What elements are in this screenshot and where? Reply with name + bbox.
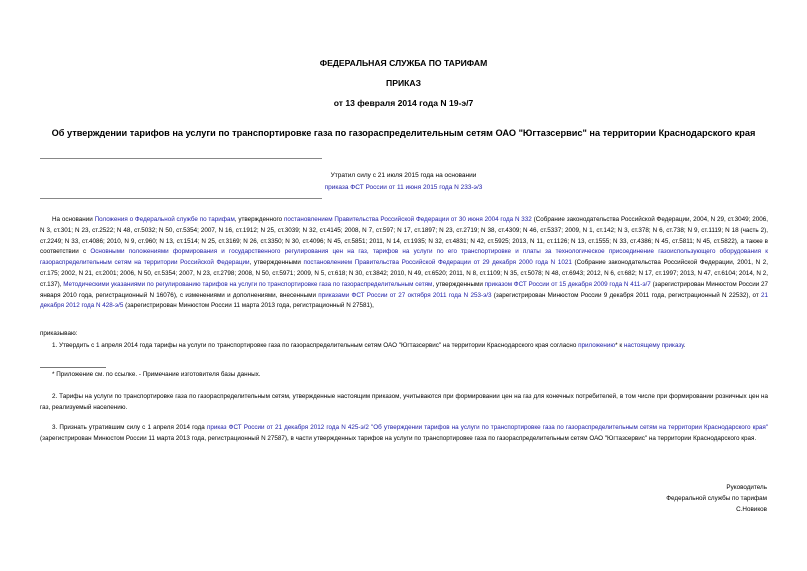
preamble-text-4: , утвержденными	[249, 259, 304, 267]
order-item-2: 2. Тарифы на услуги по транспортировке газа по газораспределительным сетям, утвержденные настоящим приказом, учитываются при формировании цен на газ для конечных потребителей, в том числе при формировании розничных цен на газ, реализуемый населению.	[40, 393, 768, 411]
divider-bottom	[40, 198, 322, 199]
preamble-text-1: На основании	[52, 216, 95, 223]
signature-role: Руководитель	[726, 484, 767, 491]
link-order-428[interactable]: 21 декабря 2012 года N 428-э/5	[40, 291, 768, 310]
agency-heading: ФЕДЕРАЛЬНАЯ СЛУЖБА ПО ТАРИФАМ	[319, 58, 488, 68]
signature-name: С.Новиков	[736, 506, 767, 513]
link-order-411[interactable]: приказом ФСТ России от 15 декабря 2009 года N 411-э/7	[484, 280, 651, 288]
item1-text-3: .	[683, 342, 686, 349]
link-government-decree-1021[interactable]: постановлением Правительства Российской Федерации от 29 декабря 2000 года N 1021	[303, 259, 572, 267]
order-item-3	[40, 423, 768, 445]
preamble-paragraph	[40, 215, 768, 312]
link-methodical-guidelines[interactable]: Методическими указаниями по регулированию тарифов на услуги по транспортировке газа по газораспределительным сетям	[63, 280, 433, 288]
preamble-text-6: , утвержденными	[432, 280, 485, 288]
preamble-text-5: (Собрание законодательства Российской Федерации, 2001, N 2, ст.175; 2002, N 21, ст.2001; 2006, N 50, ст.5354; 2007, N 23, ст.2798; 2008, N 50, ст.5971; 2009, N 5, ст.618; N 30, ст.3842; 2010, N 49, ст.6520; 2011, N 8, ст.1109; N 35, ст.5078; N 48, ст.6943; 2012, N 6, ст.682; N 17, ст.1997; 2013, N 47, ст.6104; 2014, N 2, ст.137),	[40, 259, 768, 288]
item3-text-2: (зарегистрирован Минюстом России 11 марта 2013 года, регистрационный N 27587), в части утвержденных тарифов на услуги по транспортировке газа по газораспределительным сетям ОАО "Югтазсервис" на территории Краснодарского края.	[40, 434, 757, 442]
repeal-notice	[0, 170, 807, 194]
document-title: Об утверждении тарифов на услуги по транспортировке газа по газораспределительным сетям ОАО "Югтазсервис" на территории Краснодарского края	[51, 128, 756, 138]
link-government-decree-332[interactable]: постановлением Правительства Российской Федерации от 30 июня 2004 года N 332	[283, 216, 532, 223]
repeal-text: Утратил силу с 21 июля 2015 года на основании	[330, 172, 477, 179]
link-this-order[interactable]: настоящему приказу	[623, 342, 684, 349]
preamble-text-2: , утвержденного	[234, 216, 284, 223]
item3-text-1: 3. Признать утратившим силу с 1 апреля 2014 года	[52, 424, 207, 431]
preamble-text-3: (Собрание законодательства Российской Федерации, 2004, N 29, ст.3049; 2006, N 3, ст.301; N 23, ст.2522; N 48, ст.5032; N 50, ст.5354; 2007, N 16, ст.1912; N 25, ст.3039; N 32, ст.4145; 2008, N 7, ст.597; N 17, ст.1897; N 23, ст.2719; N 38, ст.4309; N 46, ст.5337; 2009, N 1, ст.142; N 3, ст.378; N 6, ст.738; N 9, ст.1119; N 18 (часть 2), ст.2249; N 33, ст.4086; 2010, N 9, ст.960; N 13, ст.1514; N 25, ст.3169; N 26, ст.3350; N 30, ст.4096; N 45, ст.5851; 2011, N 14, ст.1935; N 32, ст.4831; N 42, ст.5925; 2013, N 11, ст.1126; N 13, ст.1555; N 33, ст.4386; N 45, ст.5811; N 45, ст.5822), а также в соответствии с	[40, 216, 768, 256]
link-order-425[interactable]: приказ ФСТ России от 21 декабря 2012 года N 425-э/2 "Об утверждении тарифов на услуги по транспортировке газа по газораспределительным сетям на территории Краснодарского края"	[206, 424, 768, 431]
divider-top	[40, 158, 322, 159]
link-main-provisions[interactable]: Основными положениями формирования и государственного регулирования цен на газ, тарифов на услуги по его транспортировке и платы за технологическое присоединение газоиспользующего оборудования к газораспределительным сетям на территории Российской Федерации	[40, 248, 768, 267]
item1-text-1: 1. Утвердить с 1 апреля 2014 года тарифы на услуги по транспортировке газа по газораспределительным сетям ОАО "Югтазсервис" на территории Краснодарского края согласно	[52, 342, 579, 349]
order-word: приказываю:	[40, 330, 78, 337]
footnote-divider	[40, 367, 106, 368]
order-item-1	[40, 341, 768, 352]
doc-type-heading: ПРИКАЗ	[386, 78, 421, 88]
preamble-text-8: (зарегистрирован Минюстом России 9 декабря 2011 года, регистрационный N 22532), от	[491, 291, 761, 299]
footnote: * Приложение см. по ссылке. - Примечание изготовителя базы данных.	[52, 371, 261, 378]
link-regulation-fst[interactable]: Положения о Федеральной службе по тарифам	[94, 216, 235, 223]
item1-text-2: * к	[615, 342, 624, 349]
link-appendix[interactable]: приложению	[578, 342, 616, 349]
date-number-heading: от 13 февраля 2014 года N 19-э/7	[333, 98, 474, 108]
preamble-text-7: (зарегистрирован Минюстом России 27 января 2010 года, регистрационный N 16076), с изменениями и дополнениями, внесенными	[40, 280, 769, 299]
link-orders-253[interactable]: приказами ФСТ России от 27 октября 2011 года N 253-э/3	[318, 291, 492, 299]
repeal-link[interactable]: приказа ФСТ России от 11 июня 2015 года N 233-э/3	[324, 184, 483, 191]
preamble-text-9: (зарегистрирован Минюстом России 11 марта 2013 года, регистрационный N 27581),	[123, 302, 374, 310]
signature-org: Федеральной службы по тарифам	[666, 495, 767, 502]
